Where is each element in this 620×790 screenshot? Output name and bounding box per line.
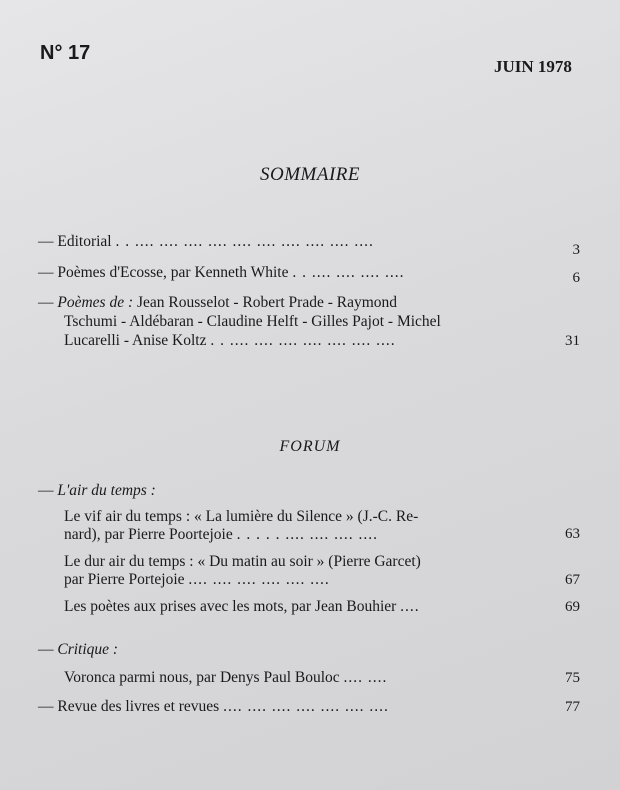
entry-text: Poèmes d'Ecosse, par Kenneth White [57,264,289,281]
entry-lead: Poèmes de : [57,294,134,311]
toc-entry-poemes-ecosse [38,264,404,282]
page-title: SOMMAIRE [259,164,361,185]
toc-entry-vif-air-line1: Le vif air du temps : « La lumière du Silence » (J.-C. Re- [64,508,419,525]
toc-entry-poetes-prises [64,598,420,616]
issue-number: N° 17 [40,42,91,64]
toc-entry-poemes-de [38,294,397,312]
entry-page: 6 [572,270,580,286]
entry-text-line2: Tschumi - Aldébaran - Claudine Helft - Gilles Pajot - Michel [64,313,441,330]
entry-page: 69 [565,599,580,615]
entry-page: 75 [565,670,580,686]
entry-text: Lucarelli - Anise Koltz [64,332,207,349]
subsection-label: Critique : [57,641,119,658]
entry-text: Editorial [57,233,112,250]
leader-dots: . . . . . .... .... .... .... [236,526,378,543]
entry-dash: — [38,482,54,499]
entry-text: Les poètes aux prises avec les mots, par Jean Bouhier [64,598,397,615]
leader-dots: . . .... .... .... .... [292,264,405,281]
subsection-air-du-temps [38,482,156,500]
entry-page: 63 [565,526,580,542]
toc-entry-vif-air-line2 [64,526,378,544]
entry-page: 67 [565,572,580,588]
leader-dots: .... .... .... .... .... .... [188,571,330,588]
entry-dash: — [38,264,54,281]
entry-text: Revue des livres et revues [57,698,220,715]
toc-entry-voronca [64,669,387,687]
leader-dots: .... [400,598,420,615]
entry-text: nard), par Pierre Poortejoie [64,526,233,543]
toc-entry-revue [38,698,389,716]
toc-entry-editorial [38,233,374,251]
toc-entry-dur-air-line2 [64,571,330,589]
entry-dash: — [38,294,54,311]
entry-text: Jean Rousselot - Robert Prade - Raymond [137,294,398,311]
leader-dots: . . .... .... .... .... .... .... .... [210,332,396,349]
leader-dots: .... .... .... .... .... .... .... [223,698,389,715]
entry-text-line3 [64,332,396,350]
issue-date: JUIN 1978 [494,57,572,76]
entry-text: Voronca parmi nous, par Denys Paul Bouloc [64,669,340,686]
show-through-text [38,71,59,127]
section-title-forum: FORUM [279,438,341,455]
entry-dash: — [38,233,54,250]
subsection-critique [38,641,118,659]
entry-text: par Pierre Portejoie [64,571,185,588]
entry-dash: — [38,641,54,658]
leader-dots: .... .... [343,669,388,686]
entry-dash: — [38,698,54,715]
toc-entry-dur-air-line1: Le dur air du temps : « Du matin au soir » (Pierre Garcet) [64,553,421,570]
entry-page: 77 [565,699,580,715]
subsection-label: L'air du temps : [57,482,156,499]
leader-dots: . . .... .... .... .... .... .... .... .... .... .... [115,233,374,250]
entry-page: 3 [572,242,580,258]
entry-page: 31 [565,333,580,349]
